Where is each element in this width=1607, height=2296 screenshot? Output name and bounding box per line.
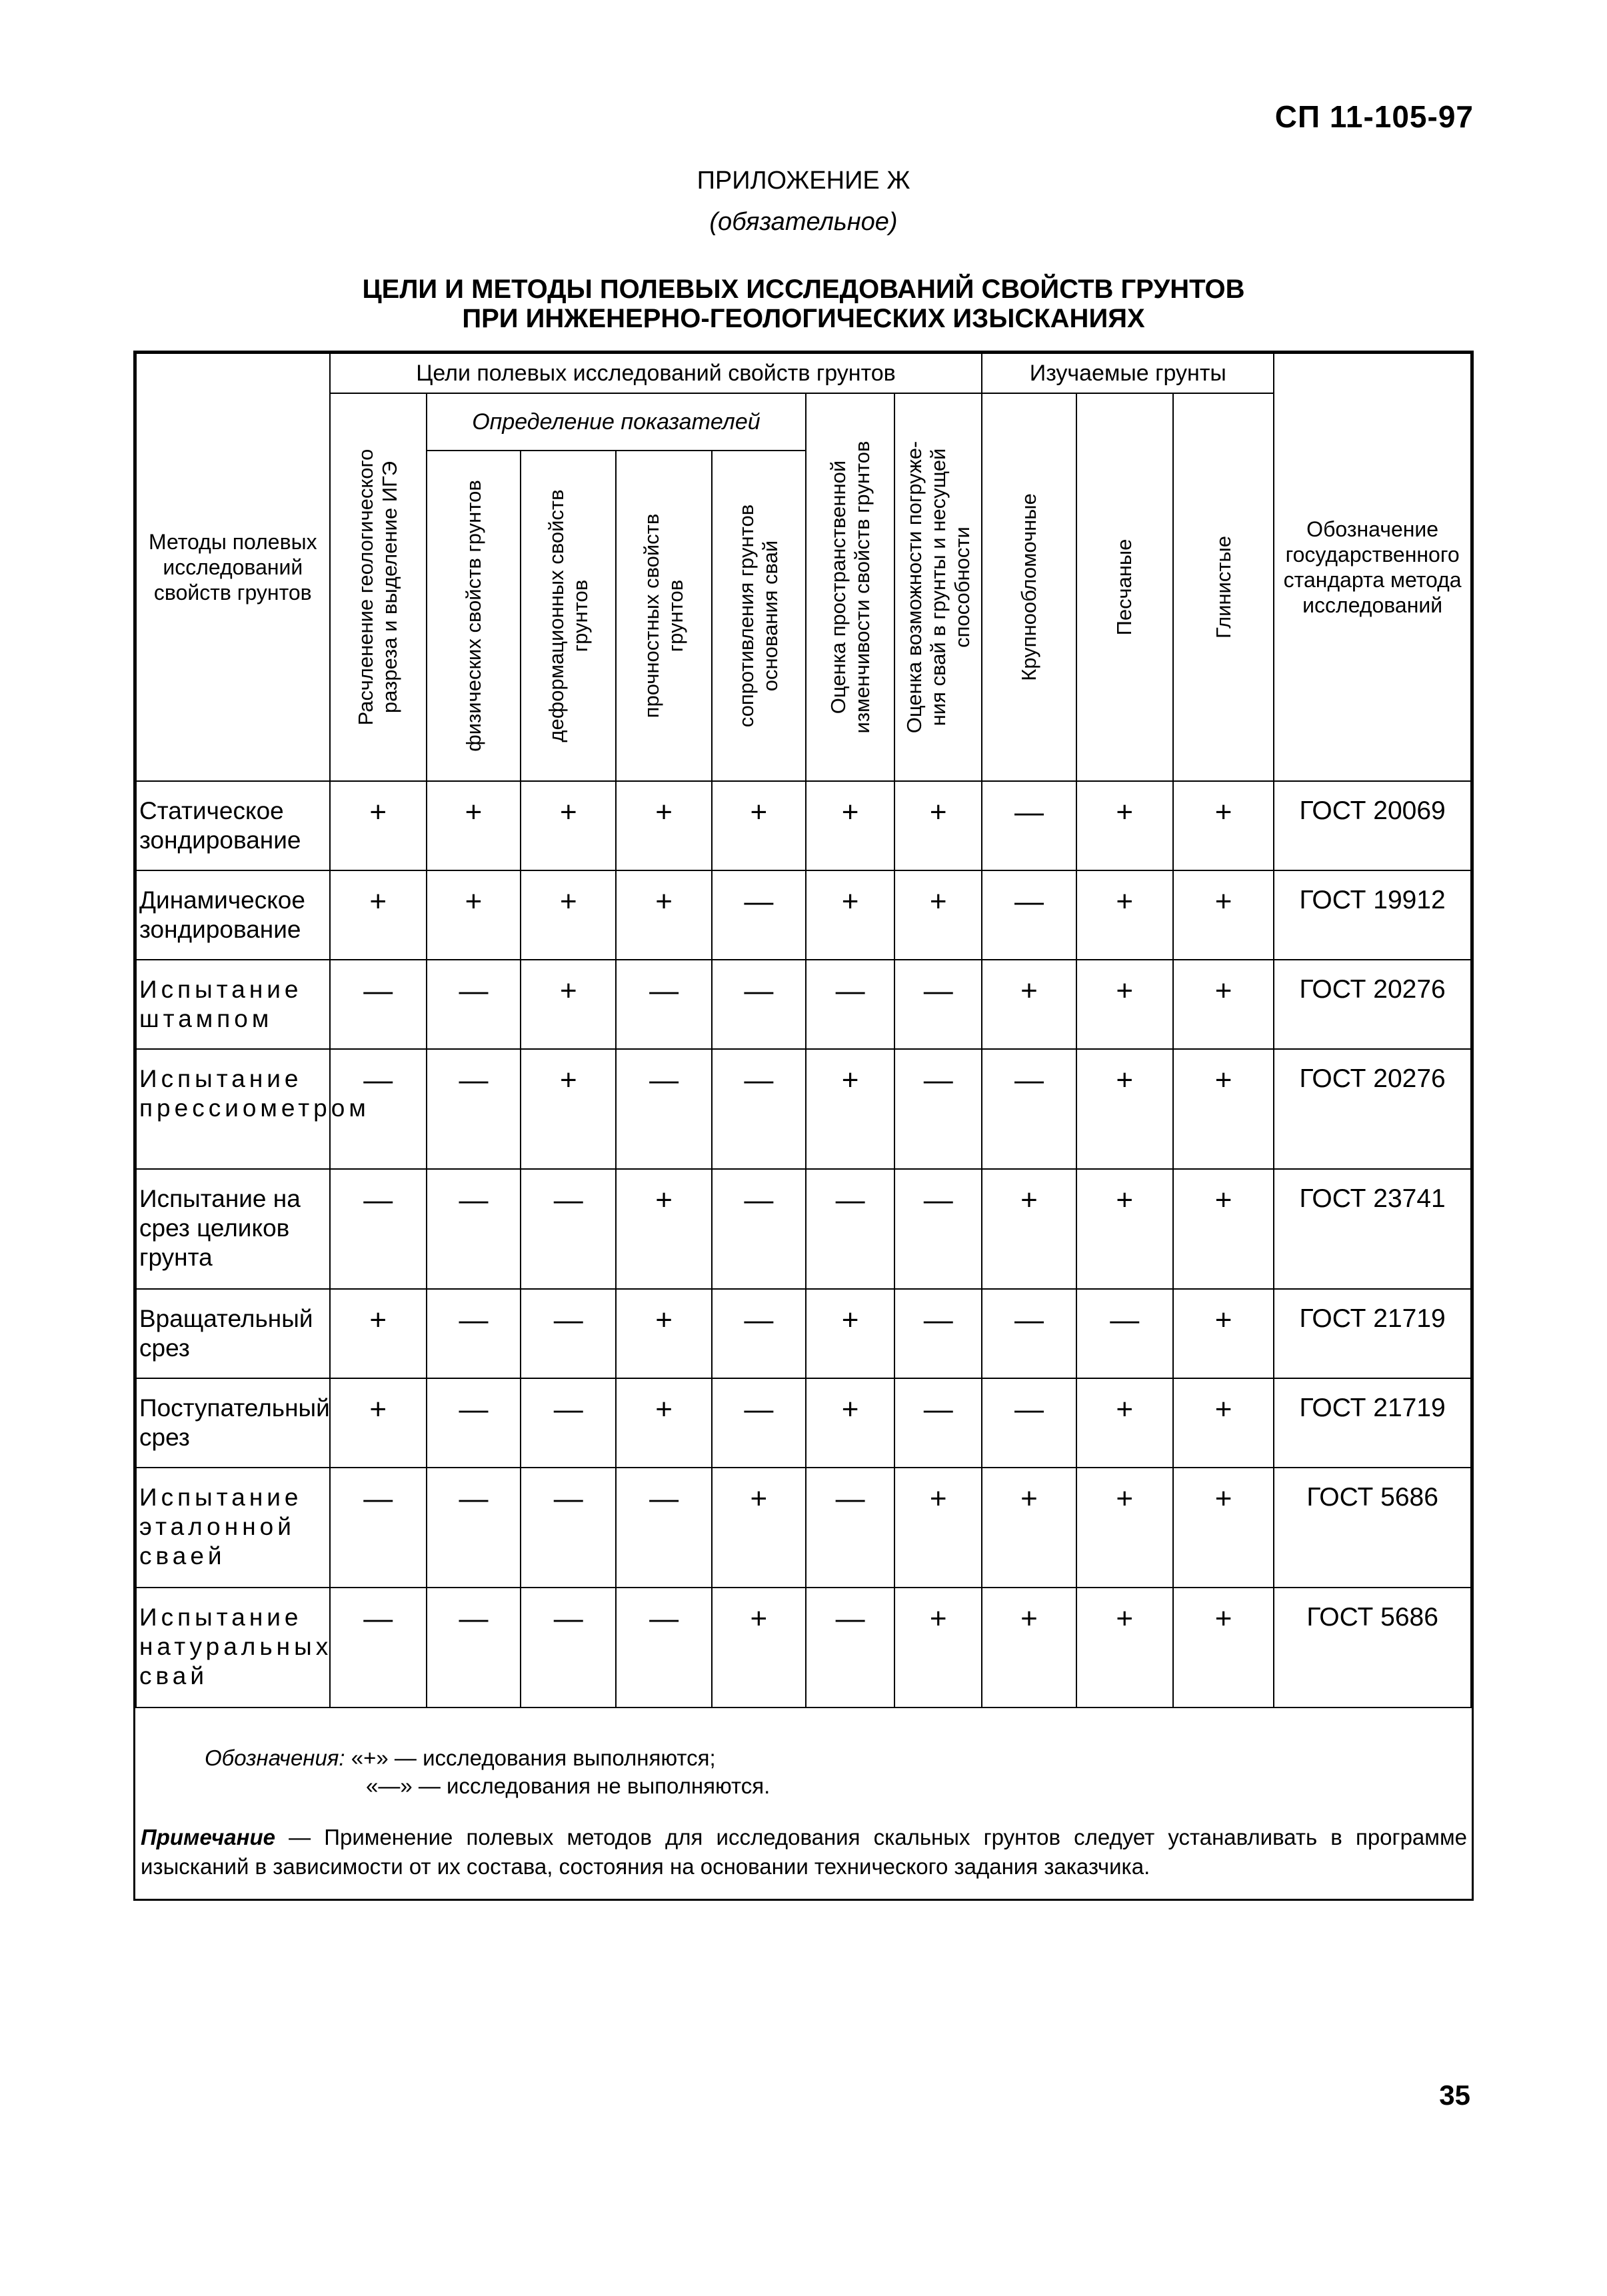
gost-code: ГОСТ 23741 [1274, 1169, 1471, 1289]
mark-plus: + [1076, 1378, 1173, 1468]
mark-plus: + [427, 781, 521, 870]
mark-plus: + [894, 1588, 982, 1708]
mark-plus: + [616, 781, 711, 870]
mark-minus: — [427, 1169, 521, 1289]
col-header-strength: прочностных свойств грунтов [616, 451, 711, 781]
col-header-clay: Глинистые [1173, 393, 1274, 781]
mark-plus: + [982, 1169, 1076, 1289]
mark-plus: + [1076, 1169, 1173, 1289]
gost-code: ГОСТ 19912 [1274, 870, 1471, 960]
mark-minus: — [982, 870, 1076, 960]
mark-plus: + [1076, 1468, 1173, 1588]
mark-plus: + [616, 870, 711, 960]
mark-minus: — [894, 960, 982, 1049]
mark-minus: — [806, 1468, 894, 1588]
mark-minus: — [806, 1588, 894, 1708]
mark-minus: — [616, 1049, 711, 1169]
table-row [136, 1468, 1471, 1588]
mark-minus: — [521, 1289, 616, 1378]
mark-minus: — [330, 960, 427, 1049]
mark-plus: + [712, 1468, 806, 1588]
table-row [136, 1049, 1471, 1169]
mark-minus: — [330, 1468, 427, 1588]
mark-minus: — [427, 1468, 521, 1588]
mark-minus: — [982, 1049, 1076, 1169]
col-header-resistance: сопротивления грунтов основания свай [712, 451, 806, 781]
mark-minus: — [894, 1049, 982, 1169]
mark-plus: + [806, 1289, 894, 1378]
mark-plus: + [1173, 781, 1274, 870]
mark-plus: + [806, 1049, 894, 1169]
mark-plus: + [982, 1588, 1076, 1708]
mark-minus: — [330, 1169, 427, 1289]
gost-column-header: Обозначение государственного стандарта метода исследований [1274, 353, 1471, 781]
mark-plus: + [1173, 960, 1274, 1049]
mark-minus: — [982, 781, 1076, 870]
mark-minus: — [712, 960, 806, 1049]
col-header-pile: Оценка возможности погруже- ния свай в грунты и несущей способности [894, 393, 982, 781]
note: Примечание — Применение полевых методов для исследования скальных грунтов следует устанавливать в программе изысканий в зависимости от их состава, состояния на основании технического задания заказчика. [141, 1825, 1467, 1879]
goals-group-header: Цели полевых исследований свойств грунтов [330, 353, 982, 393]
mark-plus: + [1076, 960, 1173, 1049]
mark-minus: — [616, 960, 711, 1049]
method-name: Вращательный срез [136, 1289, 330, 1378]
mark-plus: + [1173, 1169, 1274, 1289]
mark-minus: — [521, 1588, 616, 1708]
mark-plus: + [1076, 1049, 1173, 1169]
page-title [0, 275, 1607, 333]
mark-plus: + [330, 1289, 427, 1378]
mark-plus: + [894, 1468, 982, 1588]
col-header-split: Расчленение геологического разреза и выделение ИГЭ [330, 393, 427, 781]
mark-plus: + [1076, 781, 1173, 870]
mark-minus: — [616, 1468, 711, 1588]
gost-code: ГОСТ 20276 [1274, 1049, 1471, 1169]
mark-minus: — [427, 1378, 521, 1468]
mark-plus: + [712, 781, 806, 870]
mark-minus: — [427, 960, 521, 1049]
mark-plus: + [521, 1049, 616, 1169]
gost-code: ГОСТ 20276 [1274, 960, 1471, 1049]
col-header-sandy: Песчаные [1076, 393, 1173, 781]
table-row [136, 870, 1471, 960]
mark-minus: — [521, 1169, 616, 1289]
table-row [136, 781, 1471, 870]
method-name: Испытание на срез целиков грунта [136, 1169, 330, 1289]
gost-code: ГОСТ 20069 [1274, 781, 1471, 870]
mark-minus: — [712, 1378, 806, 1468]
legend-plus: Обозначения: «+» — исследования выполняются; [205, 1745, 716, 1770]
mark-minus: — [1076, 1289, 1173, 1378]
mark-plus: + [330, 870, 427, 960]
mark-minus: — [982, 1289, 1076, 1378]
mark-minus: — [427, 1588, 521, 1708]
mark-plus: + [616, 1289, 711, 1378]
mark-plus: + [712, 1588, 806, 1708]
methods-table-frame [133, 351, 1474, 1901]
mark-plus: + [616, 1169, 711, 1289]
mark-plus: + [894, 781, 982, 870]
mark-minus: — [521, 1378, 616, 1468]
mark-plus: + [330, 1378, 427, 1468]
col-header-coarse: Крупнообломочные [982, 393, 1076, 781]
mark-minus: — [330, 1049, 427, 1169]
mark-minus: — [521, 1468, 616, 1588]
document-code: СП 11-105-97 [1274, 99, 1474, 134]
mark-plus: + [521, 781, 616, 870]
mark-plus: + [1173, 870, 1274, 960]
table-row [136, 1378, 1471, 1468]
mark-minus: — [894, 1169, 982, 1289]
mark-plus: + [982, 960, 1076, 1049]
table-row [136, 960, 1471, 1049]
table-row [136, 1588, 1471, 1708]
legend-minus: «—» — исследования не выполняются. [366, 1773, 771, 1798]
method-name: Поступательный срез [136, 1378, 330, 1468]
mark-minus: — [894, 1289, 982, 1378]
mark-plus: + [616, 1378, 711, 1468]
mark-minus: — [712, 1049, 806, 1169]
mark-minus: — [616, 1588, 711, 1708]
mark-minus: — [712, 1289, 806, 1378]
mark-plus: + [427, 870, 521, 960]
mark-plus: + [521, 870, 616, 960]
gost-code: ГОСТ 21719 [1274, 1378, 1471, 1468]
col-header-physical: физических свойств грунтов [427, 451, 521, 781]
title-line-1: ЦЕЛИ И МЕТОДЫ ПОЛЕВЫХ ИССЛЕДОВАНИЙ СВОЙСТВ ГРУНТОВ [362, 275, 1245, 304]
method-name: Динамическое зондирование [136, 870, 330, 960]
mark-plus: + [1173, 1468, 1274, 1588]
gost-code: ГОСТ 5686 [1274, 1588, 1471, 1708]
mark-plus: + [1173, 1049, 1274, 1169]
table-row [136, 1169, 1471, 1289]
mark-minus: — [712, 870, 806, 960]
mark-plus: + [1173, 1289, 1274, 1378]
mark-plus: + [806, 1378, 894, 1468]
page-number: 35 [1439, 2079, 1470, 2111]
method-name: Испытание штампом [136, 960, 330, 1049]
mark-minus: — [427, 1049, 521, 1169]
appendix-type: (обязательное) [709, 208, 898, 236]
mark-minus: — [894, 1378, 982, 1468]
mark-plus: + [1173, 1588, 1274, 1708]
col-header-spatial: Оценка пространственной изменчивости свойств грунтов [806, 393, 894, 781]
methods-table [135, 353, 1472, 1708]
table-row [136, 1289, 1471, 1378]
mark-minus: — [806, 1169, 894, 1289]
method-name: Испытание натуральных свай [136, 1588, 330, 1708]
soils-group-header: Изучаемые грунты [982, 353, 1274, 393]
mark-minus: — [982, 1378, 1076, 1468]
mark-plus: + [330, 781, 427, 870]
methods-column-header: Методы полевых исследований свойств грунтов [136, 353, 330, 781]
col-header-deform: деформационных свойств грунтов [521, 451, 616, 781]
mark-minus: — [712, 1169, 806, 1289]
method-name: Статическое зондирование [136, 781, 330, 870]
mark-plus: + [521, 960, 616, 1049]
method-name: Испытание эталонной сваей [136, 1468, 330, 1588]
gost-code: ГОСТ 21719 [1274, 1289, 1471, 1378]
mark-plus: + [982, 1468, 1076, 1588]
mark-plus: + [894, 870, 982, 960]
mark-plus: + [1173, 1378, 1274, 1468]
title-line-2: ПРИ ИНЖЕНЕРНО-ГЕОЛОГИЧЕСКИХ ИЗЫСКАНИЯХ [462, 304, 1145, 333]
mark-minus: — [427, 1289, 521, 1378]
gost-code: ГОСТ 5686 [1274, 1468, 1471, 1588]
mark-plus: + [1076, 870, 1173, 960]
appendix-label: ПРИЛОЖЕНИЕ Ж [697, 167, 910, 195]
mark-plus: + [1076, 1588, 1173, 1708]
mark-plus: + [806, 870, 894, 960]
mark-minus: — [806, 960, 894, 1049]
method-name: Испытание прессиометром [136, 1049, 330, 1169]
indicators-group-header: Определение показателей [427, 393, 806, 451]
mark-minus: — [330, 1588, 427, 1708]
mark-plus: + [806, 781, 894, 870]
